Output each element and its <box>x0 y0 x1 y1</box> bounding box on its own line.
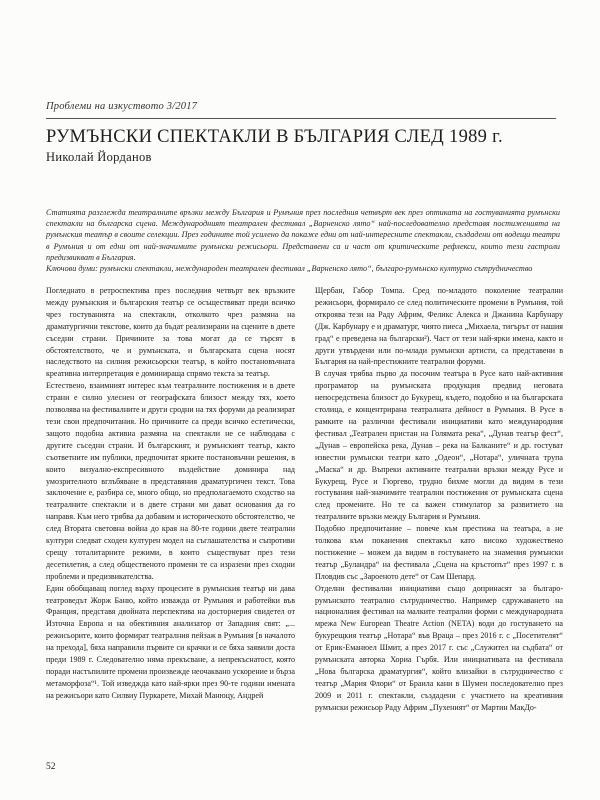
body-column-right <box>315 285 563 714</box>
abstract-keywords: Ключови думи: румънски спектакли, международен театрален фестивал „Варненско лято“, българо-румънско културно сътрудничество <box>46 264 533 274</box>
body-paragraph: В случая трябва първо да посочим театъра в Русе като най-активния програматор на румънската продукция предвид неговата непосредствена близост до Букурещ, където, подобно и на българската столица, е концентрирана театралната дейност в Румъния. В Русе в рамките на различни фестивали инициативи като международния фестивал „Театрален пристан на Голямата река“, „Дунав театър фест“, „Дунав – европейска река, Дунав – река на Балканите“ и др. гостуват известни румънски театри като „Одеон“, „Нотара“, уличната трупа „Маска“ и др. Въпреки активните театрални връзки между Русе и Букурещ, Русе и Гюргево, трудно бихме могли да видим в тези гостувания най-значимите театрални постижения от румънската сцена след промените. Но те са важен стимулатор за развитието на театралните връзки между България и Румъния. <box>315 369 563 522</box>
abstract-text: Статията разглежда театралните връзки между България и Румъния през последния четвърт век през оптиката на гостуванията румънски спектакли на българска сцена. Международният театрален фестивал „Варненско лято“ най-последователно представя постиженията на румънския театър в своите селекции. През годините той усилено да покаже едни от най-интересните спектакли, създадени от водещи театри в Румъния и от едни от най-значимите румънски режисьори. Представени са и част от критическите рефлекси, които тези гастроли предизвикват в България. <box>46 208 560 262</box>
abstract <box>46 207 560 274</box>
journal-header: Проблеми на изкуството 3/2017 <box>46 101 198 112</box>
header-divider <box>46 118 556 119</box>
page-number: 52 <box>46 762 56 772</box>
body-paragraph: Естествено, взаимният интерес към театралните постижения и в двете страни е силно улеснен от географската близост между тях, което позволява на фестивалните и други сродни на тях форуми да реализират тези свои предпочитания. Но причините са преди всичко естетически, защото подобна активна размяна на спектакли не се наблюдава с другите съседни страни. И българският, и румънският театър, както съответните им публики, предпочитат ярките постановъчни решения, в които визуално-експресивното въздействие доминира над умозрителното вглъбяване в представяния драматургичен текст. Това заключение е, разбира се, много общо, но предполагаемото сходство на театралните спектакли и в двете страни ми дават основания да го направя. Към него трябва да добавим и историческото обстоятелство, че след Втората световна война до края на 80-те години двете театрални култури следват сходен културен модел на съглашателства и съпротиви срещу тоталитарните режими, в които съществуват през тези десетилетия, а след общественото промени те са изразени през сходни проблеми и предизвикателства. <box>46 381 295 581</box>
body-paragraph: Щербан, Габор Томпа. Сред по-младото поколение театрални режисьори, формирало се след политическите промени в Румъния, той откроява тези на Раду Африм, Феликс Алекса и Джанина Карбунару (Дж. Карбунару е и драматург, чиято пиеса „Михаела, тигърът от нашия град“ е преведена на български²). Част от тези най-ярки имена, както и други утвърдени или по-млади румънски артисти, са представени в България на най-престижните театрални форуми. <box>315 286 563 367</box>
article-author: Николай Йорданов <box>46 150 152 164</box>
body-paragraph: Погледнато в ретроспектива през последния четвърт век връзките между румънския и българския театър се осъществяват преди всичко чрез гостуванията на спектакли, отколкото чрез размяна на драматургични текстове, които да бъдат реализирани на сцените в двете съседни страни. Причините за това могат да се търсят в обстоятелството, че и румънската, и българската сцена носят наследството на силния режисьорски театър, в който постановъчната креативна интерпретация е доминираща спрямо текста за театър. <box>46 286 295 379</box>
body-column-left <box>46 285 295 702</box>
body-paragraph: Отделни фестивални инициативи също допринасят за българо-румънското театрално сътрудничество. Например сдружаването на националния фестивал на малките театрални форми с международната мрежа New European Theatre Action (NETA) води до гостуването на букурещкия театър „Нотара“ във Враца – през 2016 г. с „Посетителят“ от Ерик-Еманюел Шмит, а през 2017 г. със „Служител на съдбата“ от румънската авторка Хориа Гърбя. Или инициативата на фестивала „Нова българска драматургия“, който влизайки в сътрудничество с театър „Мария Флори“ от Браила кани в Шумен последователно през 2009 и 2011 г. спектакли, създадени с участието на креативния румънски режисьор Раду Африм „Пухеният“ от Мартин МакДо- <box>315 583 563 712</box>
body-paragraph: Подобно предпочитание – повече към престижа на театъра, а не толкова към поканения спектакъл като високо художествено постижение – можем да видим в гостуването на знамения румънски театър „Буландра“ на фестивала „Сцена на кръстопът“ през 1997 г. в Пловдив със „Зароеното дете“ от Сам Шепард. <box>315 524 563 581</box>
article-title: РУМЪНСКИ СПЕКТАКЛИ В БЪЛГАРИЯ СЛЕД 1989 г. <box>46 127 503 147</box>
body-paragraph: Един обобщаващ поглед върху процесите в румънския театър ни дава театроведът Жорж Баню, който изважда от Румъния и работейки във Франция, представя двойната перспектива на досторнерия свидетел от Източна Европа и на обективния анализатор от Западния свят: „... режисьорите, които формират театралния пейзаж в Румъния [в началото на прехода], бяха направили първите си крачки и се бяха заявили доста преди 1989 г. Следователно няма прекъсване, а непрекъснатост, която поради настъпилите промени произвеждe неочаквано ускорение и бърза метаморфоза“¹. Той изведжда като най-ярки през 90-те години имената на режисьори като Силвиу Пуркарете, Михай Манюцу, Андрей <box>46 583 295 700</box>
